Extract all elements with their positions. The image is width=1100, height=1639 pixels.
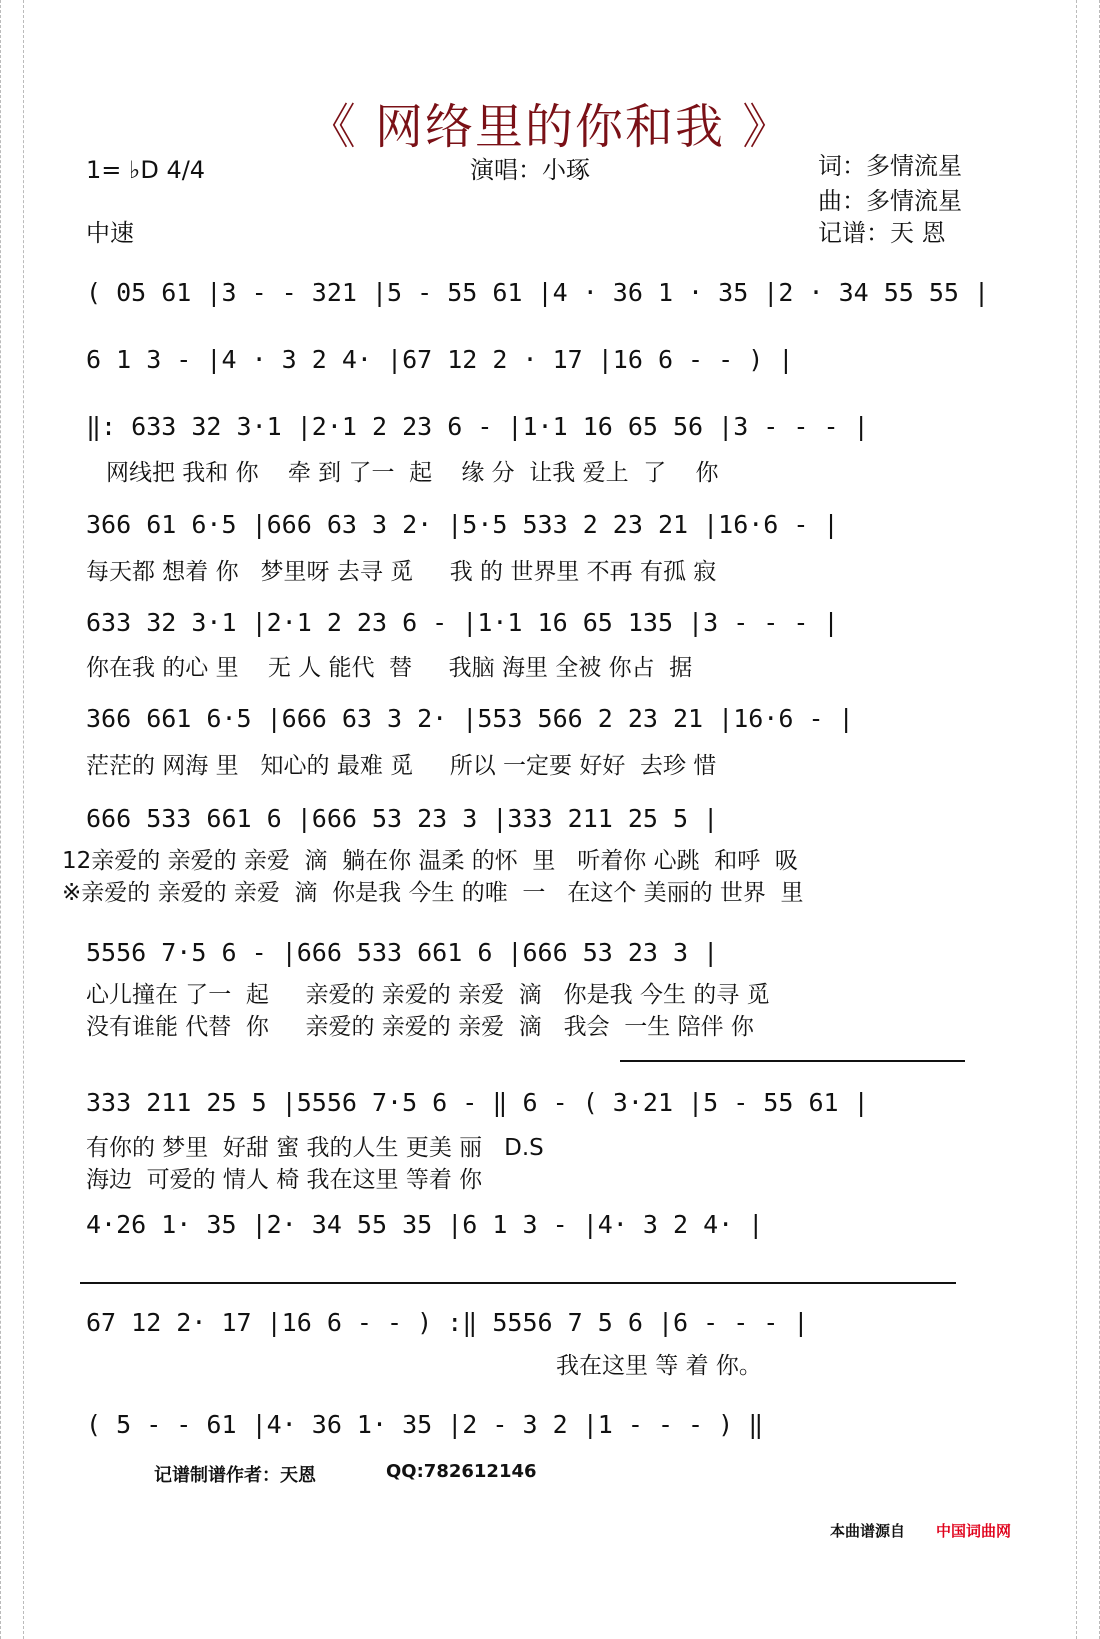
notation-line: ( 05 61 |3 - - 321 |5 - 55 61 |4 · 36 1 · 35 |2 · 34 55 55 | xyxy=(86,278,990,307)
right-watermark-strip xyxy=(1076,0,1100,1639)
lyric-line: 每天都 想着 你 梦里呀 去寻 觅 我 的 世界里 不再 有孤 寂 xyxy=(86,559,717,585)
notation-line: 6 1 3 - |4 · 3 2 4· |67 12 2 · 17 |16 6 - - ) | xyxy=(86,345,794,374)
qq-number: QQ:782612146 xyxy=(386,1461,537,1482)
singer: 演唱：小琢 xyxy=(470,156,590,184)
transcriber: 记谱：天 恩 xyxy=(818,219,946,247)
notation-line: ( 5 - - 61 |4· 36 1· 35 |2 - 3 2 |1 - - - ) ‖ xyxy=(86,1410,764,1439)
notation-line: 5556 7·5 6 - |666 533 661 6 |666 53 23 3 | xyxy=(86,938,719,967)
notation-line: 366 661 6·5 |666 63 3 2· |553 566 2 23 21 |16·6 - | xyxy=(86,704,854,733)
lyric-line: 12亲爱的 亲爱的 亲爱 滴 躺在你 温柔 的怀 里 听着你 心跳 和呼 吸 xyxy=(62,848,798,874)
lyric-line: ※亲爱的 亲爱的 亲爱 滴 你是我 今生 的唯 一 在这个 美丽的 世界 里 xyxy=(62,880,804,906)
notation-line: 633 32 3·1 |2·1 2 23 6 - |1·1 16 65 135 |3 - - - | xyxy=(86,608,839,637)
site-name: 中国词曲网 xyxy=(936,1522,1012,1540)
song-title: 《 网络里的你和我 》 xyxy=(307,99,793,155)
lyric-line: 我在这里 等 着 你。 xyxy=(556,1353,762,1379)
notation-line: 4·26 1· 35 |2· 34 55 35 |6 1 3 - |4· 3 2 4· | xyxy=(86,1210,764,1239)
composer: 曲：多情流星 xyxy=(818,187,962,215)
volta-bracket xyxy=(80,1282,956,1284)
notation-line: 366 61 6·5 |666 63 3 2· |5·5 533 2 23 21 |16·6 - | xyxy=(86,510,839,539)
lyric-line: 你在我 的心 里 无 人 能代 替 我脑 海里 全被 你占 据 xyxy=(86,655,693,681)
volta-bracket xyxy=(620,1060,965,1062)
source-label: 本曲谱源自 xyxy=(830,1522,906,1540)
lyric-line: 有你的 梦里 好甜 蜜 我的人生 更美 丽 D.S xyxy=(86,1135,544,1161)
tempo-marking: 中速 xyxy=(86,219,134,247)
left-watermark-strip xyxy=(0,0,24,1639)
lyric-line: 心儿撞在 了一 起 亲爱的 亲爱的 亲爱 滴 你是我 今生 的寻 觅 xyxy=(86,982,770,1008)
lyric-line: 没有谁能 代替 你 亲爱的 亲爱的 亲爱 滴 我会 一生 陪伴 你 xyxy=(86,1014,754,1040)
author-credit: 记谱制谱作者：天恩 xyxy=(154,1465,316,1486)
notation-line: 333 211 25 5 |5556 7·5 6 - ‖ 6 - ( 3·21 |5 - 55 61 | xyxy=(86,1088,869,1117)
lyric-line: 茫茫的 网海 里 知心的 最难 觅 所以 一定要 好好 去珍 惜 xyxy=(86,753,717,779)
notation-line: 666 533 661 6 |666 53 23 3 |333 211 25 5 | xyxy=(86,804,719,833)
key-signature: 1= ♭D 4/4 xyxy=(86,156,206,184)
lyricist: 词：多情流星 xyxy=(818,152,962,180)
lyric-line: 网线把 我和 你 牵 到 了一 起 缘 分 让我 爱上 了 你 xyxy=(106,460,719,486)
lyric-line: 海边 可爱的 情人 椅 我在这里 等着 你 xyxy=(86,1167,483,1193)
notation-line: 67 12 2· 17 |16 6 - - ) :‖ 5556 7 5 6 |6 - - - | xyxy=(86,1308,809,1337)
notation-line: ‖: 633 32 3·1 |2·1 2 23 6 - |1·1 16 65 56 |3 - - - | xyxy=(86,412,869,441)
